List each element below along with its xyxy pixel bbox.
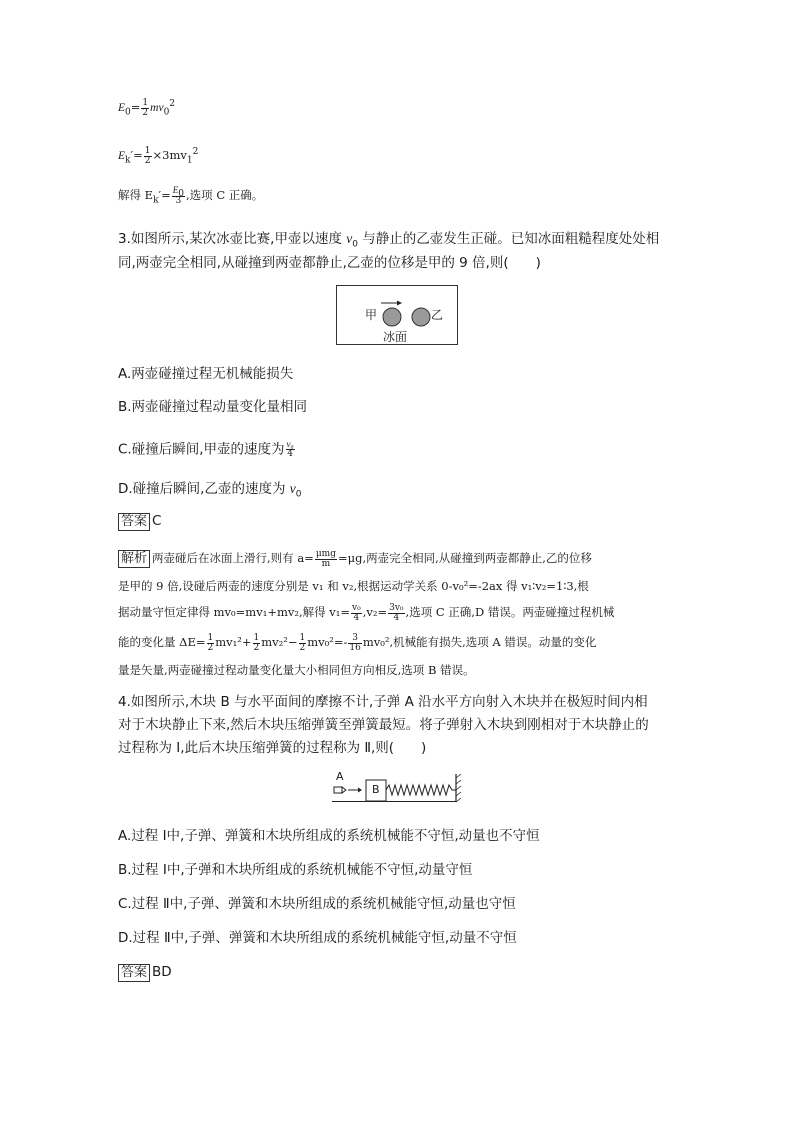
q3-stem-line1: 3.如图所示,某次冰壶比赛,甲壶以速度 $v_0$ 与静止的乙壶发生正碰。已知冰面粗糙程度处处相 — [118, 231, 660, 250]
velocity-arrowhead — [397, 301, 402, 306]
explanation-tag: 解析 — [118, 550, 150, 568]
q4-stem-line2: 对于木块静止下来,然后木块压缩弹簧至弹簧最短。将子弹射入木块到刚相对于木块静止的 — [118, 717, 649, 733]
q3-explanation-line3: 据动量守恒定律得 mv₀=mv₁+mv₂,解得 v₁= $\frac{\text{v₀}}{4}$ ,v₂= $\frac{\text{3v₀}}{4}$ ,选项 C 正确,D 错误。两壶碰撞过程机械 — [118, 602, 615, 623]
q4-option-d: D.过程 Ⅱ中,子弹、弹簧和木块所组成的系统机械能守恒,动量不守恒 — [118, 930, 517, 946]
spring — [386, 785, 456, 795]
bullet-a — [334, 787, 342, 793]
q3-stem-line2: 同,两壶完全相同,从碰撞到两壶都静止,乙壶的位移是甲的 9 倍,则( ) — [118, 255, 541, 271]
q4-option-c: C.过程 Ⅱ中,子弹、弹簧和木块所组成的系统机械能守恒,动量也守恒 — [118, 896, 516, 912]
q4-option-b: B.过程 Ⅰ中,子弹和木块所组成的系统机械能不守恒,动量守恒 — [118, 862, 473, 878]
q3-figure-label-ice: 冰面 — [383, 330, 408, 344]
q3-figure-label-jia: 甲 — [365, 308, 378, 322]
q3-option-a: A.两壶碰撞过程无机械能损失 — [118, 366, 294, 382]
q3-explanation-line1: 解析 两壶碰后在冰面上滑行,则有 a= $\frac{\text{μmg}}{m}$ =μg,两壶完全相同,从碰撞到两壶都静止,乙的位移 — [118, 546, 592, 570]
q3-figure-ice-rink — [336, 285, 458, 345]
equation-solve: 解得 $E_k'=$ $\frac{E_0}{3}$ ,选项 C 正确。 — [118, 185, 264, 206]
q4-figure-drawing — [332, 770, 464, 806]
equation-ek: $E_k'=$ $\frac{1}{2}$ $\times 3mv_1^2$ — [118, 145, 199, 166]
bullet-arrowhead — [358, 788, 362, 793]
answer-tag: 答案 — [118, 964, 150, 982]
q4-option-a: A.过程 Ⅰ中,子弹、弹簧和木块所组成的系统机械能不守恒,动量也不守恒 — [118, 828, 540, 844]
q3-option-b: B.两壶碰撞过程动量变化量相同 — [118, 399, 308, 415]
q3-option-c: C.碰撞后瞬间,甲壶的速度为 $\frac{\text{v₀}}{4}$ — [118, 439, 294, 459]
q3-explanation-line4: 能的变化量 ΔE= $\frac{1}{2}$ mv₁²+ $\frac{1}{2}$ mv₂²− $\frac{1}{2}$ mv₀²=- $\frac{3}{16}$ mv₀²,机械能有损失,选项 A 错误。动量的变化 — [118, 632, 597, 653]
q3-explanation-line5: 量是矢量,两壶碰撞过程动量变化量大小相同但方向相反,选项 B 错误。 — [118, 663, 475, 677]
q4-answer: 答案 BD — [118, 963, 172, 982]
q3-option-d: D.碰撞后瞬间,乙壶的速度为 $v_0$ — [118, 481, 302, 500]
q3-figure-label-yi: 乙 — [431, 308, 444, 322]
q3-figure-stones — [379, 300, 439, 330]
q4-figure-label-b: B — [372, 783, 380, 796]
q4-figure-label-a: A — [336, 770, 344, 783]
q4-figure-block-spring — [332, 770, 464, 806]
q3-explanation-line2: 是甲的 9 倍,设碰后两壶的速度分别是 v₁ 和 v₂,根据运动学关系 0-v₀²=-2ax 得 v₁∶v₂=1∶3,根 — [118, 579, 589, 593]
q4-stem-line1: 4.如图所示,木块 B 与水平面间的摩擦不计,子弹 A 沿水平方向射入木块并在极短时间内相 — [118, 694, 648, 710]
curling-stone-yi — [412, 308, 430, 326]
equation-e0: $E_0=$ $\frac{1}{2}$ $mv_0^2$ — [118, 97, 176, 118]
bullet-tip — [342, 787, 346, 793]
answer-tag: 答案 — [118, 513, 150, 531]
q3-answer: 答案 C — [118, 512, 161, 531]
q4-stem-line3: 过程称为 Ⅰ,此后木块压缩弹簧的过程称为 Ⅱ,则( ) — [118, 740, 427, 756]
curling-stone-jia — [383, 308, 401, 326]
